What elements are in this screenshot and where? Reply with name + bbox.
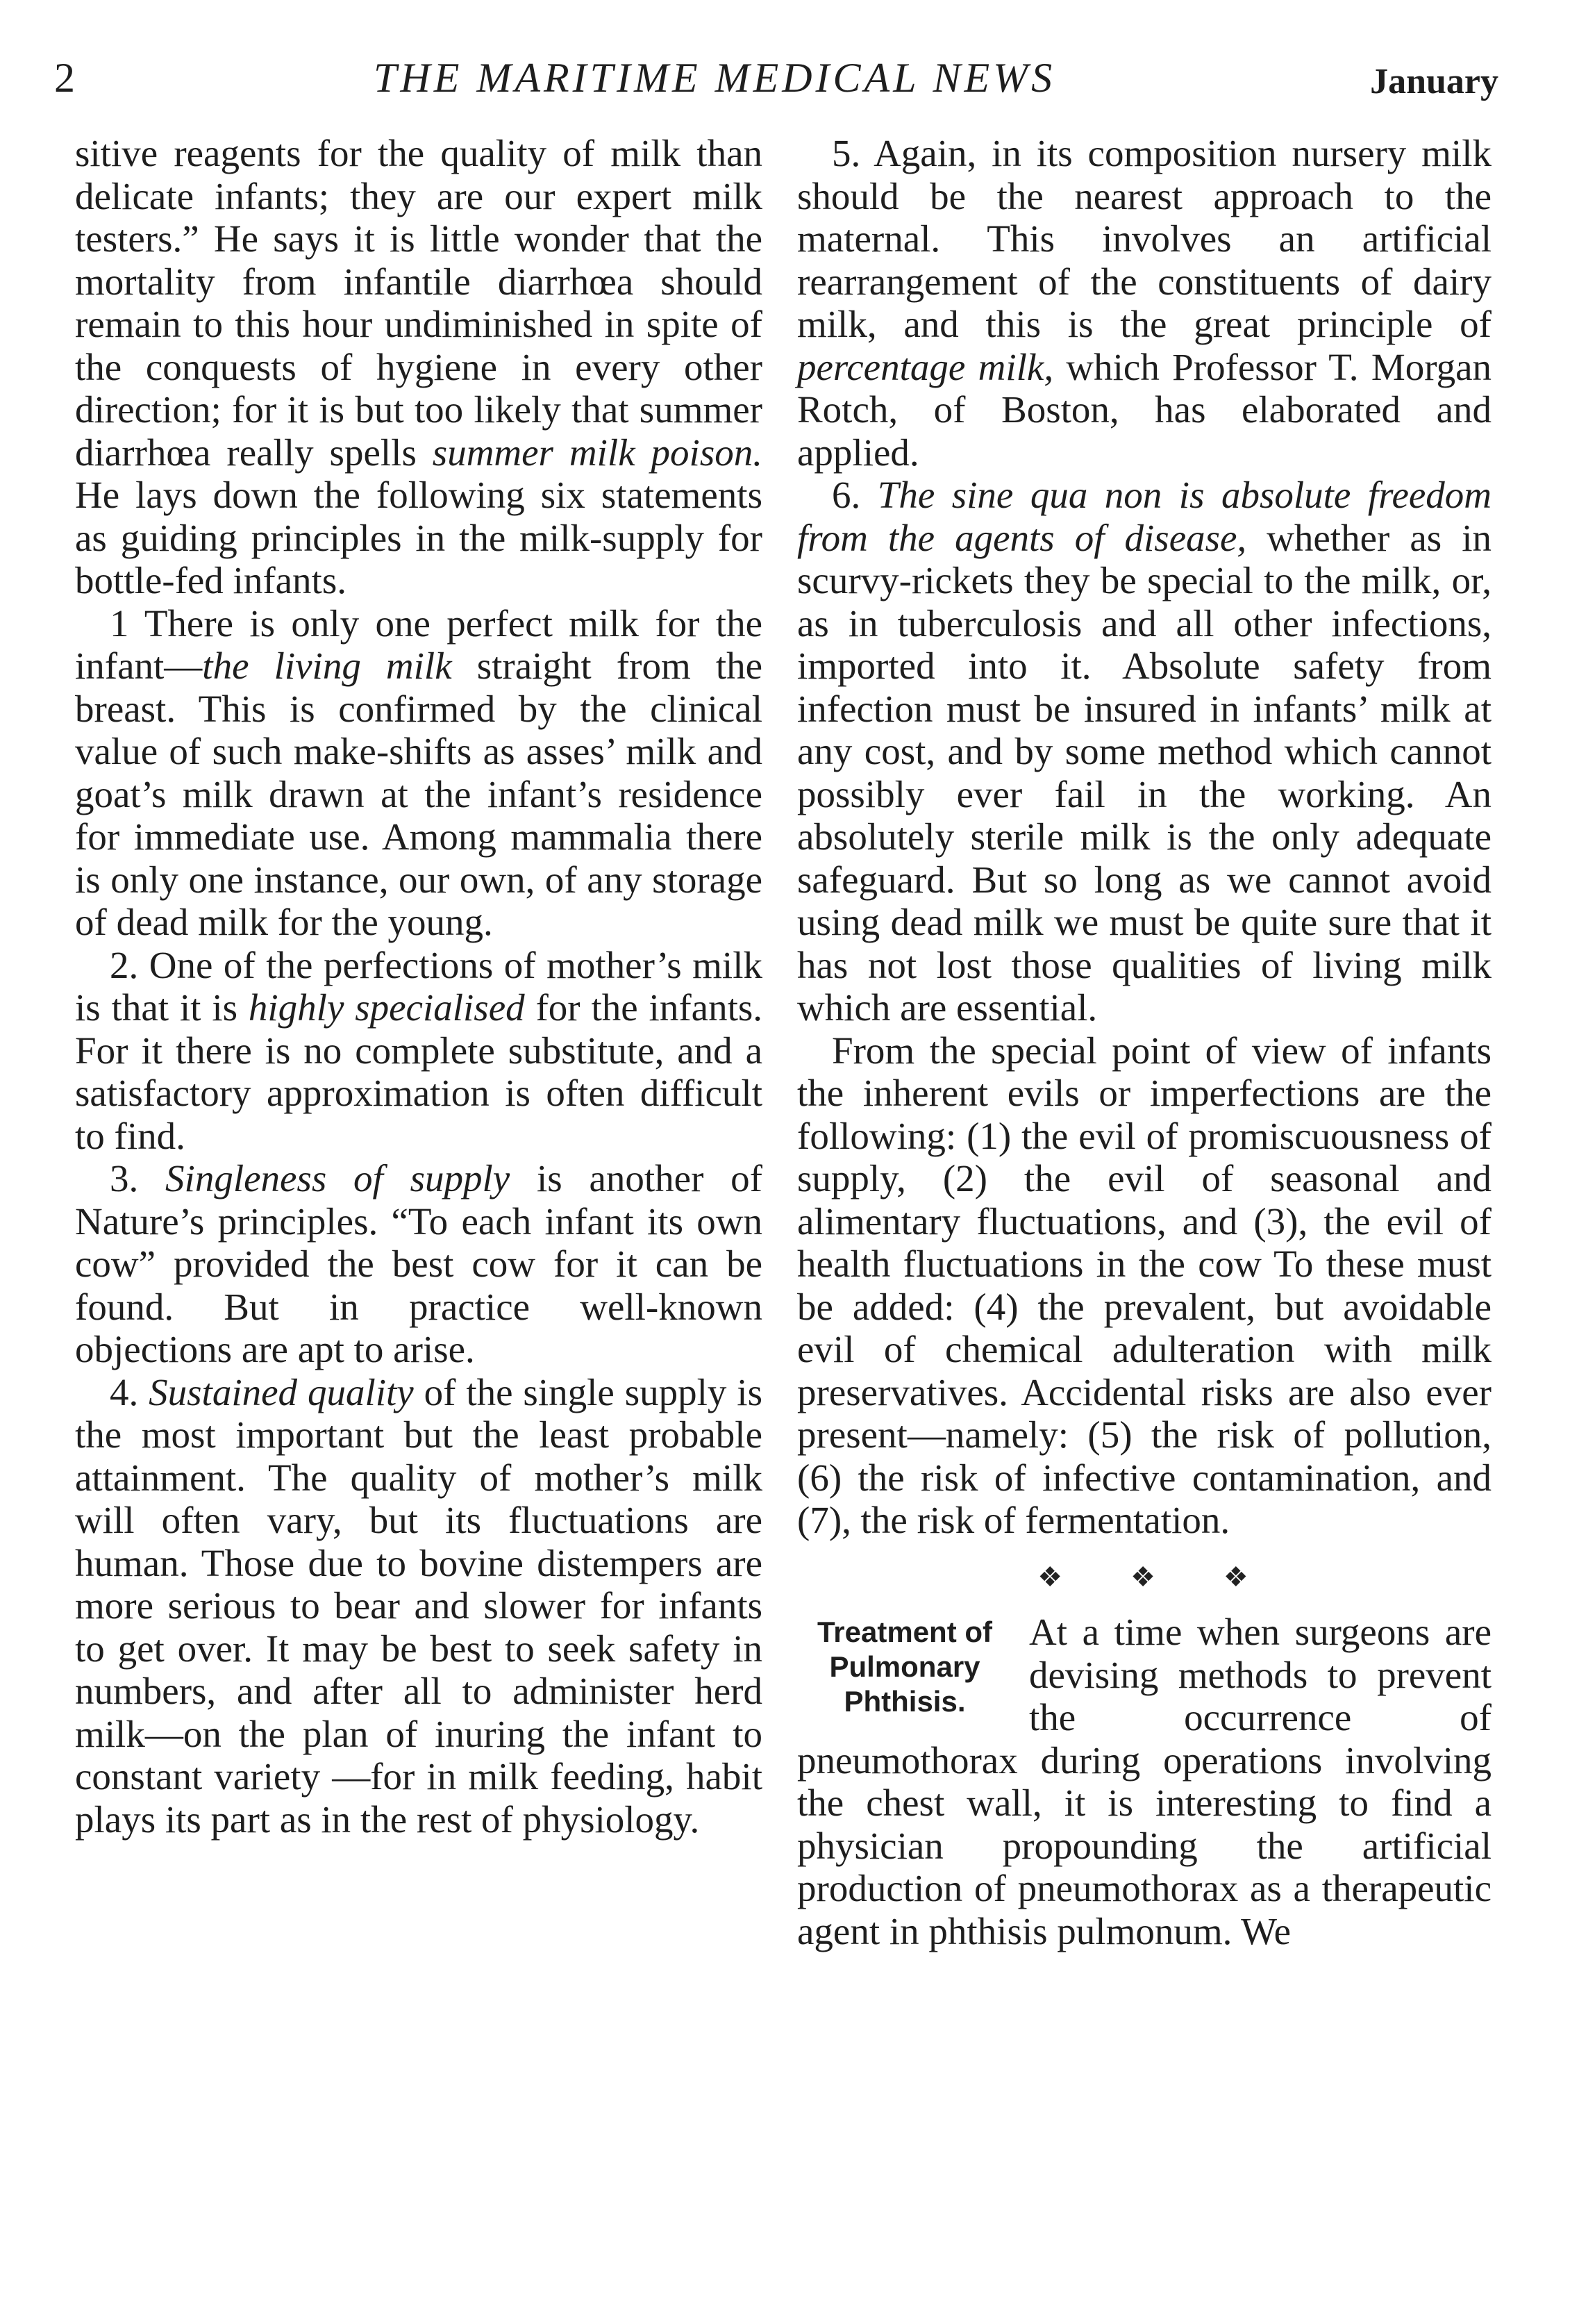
- journal-title: THE MARITIME MEDICAL NEWS: [374, 55, 1056, 101]
- paragraph-continued: sitive reagents for the quality of milk than delicate infants; they are our expert milk testers.” He says it is little wonder that the mortality from infantile diarrhœa should remain to this hour undiminished in spite of the conquests of hygiene in every other direction; for it is but too likely that summer diarrhœa really spells summer milk poison. He lays down the following six statements as guiding principles in the milk-supply for bottle-fed infants.: [75, 132, 762, 601]
- right-column: [797, 132, 1492, 1952]
- emphasis: Sustained quality: [149, 1370, 414, 1413]
- principle-5: 5. Again, in its composition nursery milk should be the nearest approach to the maternal. This involves an artificial rearrangement of the constituents of dairy milk, and this is the great principle of percentage milk, which Professor T. Morgan Rotch, of Boston, has elaborated and applied.: [797, 132, 1492, 474]
- side-heading: Treatment of Pulmonary Phthisis.: [817, 1616, 993, 1718]
- page-number: 2: [54, 55, 75, 101]
- left-column: [75, 132, 762, 1841]
- principle-1: 1 There is only one perfect milk for the infant—the living milk straight from the breast. This is confirmed by the clinical value of such make-shifts as asses’ milk and goat’s milk drawn at the infant’s residence for immediate use. Among mammalia there is only one instance, our own, of any storage of dead milk for the young.: [75, 601, 763, 943]
- emphasis: percentage milk,: [797, 345, 1054, 388]
- emphasis: the living milk: [202, 645, 452, 687]
- article-paragraph: At a time when surgeons are devising methods to prevent the occurrence of pneumothorax during operations involving the chest wall, it is interesting to find a physician propounding the artificial production of pneumothorax as a therapeutic agent in phthisis pulmonum. We: [797, 1611, 1492, 1952]
- evils-paragraph: From the special point of view of infants the inherent evils or imperfections are the following: (1) the evil of promiscuousness of supply, (2) the evil of seasonal and alimentary fluctuations, and (3), the evil of health fluctuations in the cow To these must be added: (4) the prevalent, but avoidable evil of chemical adulteration with milk preservatives. Accidental risks are also ever present—namely: (5) the risk of pollution, (6) the risk of infective contamination, and (7), the risk of fermentation.: [797, 1029, 1492, 1541]
- principle-3: 3. Singleness of supply is another of Nature’s principles. “To each infant its own cow” provided the best cow for it can be found. But in practice well-known objections are apt to arise.: [75, 1157, 762, 1370]
- emphasis: summer milk poison.: [432, 431, 762, 474]
- principle-4: 4. Sustained quality of the single supply is the most important but the least probable attainment. The quality of mother’s milk will often vary, but its fluctuations are human. Those due to bovine distempers are more serious to bear and slower for infants to get over. It may be best to seek safety in numbers, and after all to administer herd milk—on the plan of inuring the infant to constant variety —for in milk feeding, habit plays its part as in the rest of physiology.: [75, 1370, 762, 1841]
- emphasis: Singleness of supply: [165, 1157, 510, 1200]
- principle-6: 6. The sine qua non is absolute freedom from the agents of disease, whether as in scurvy-rickets they be special to the milk, or, as in tuberculosis and all other infections, imported into it. Absolute safety from infection must be insured in infants’ milk at any cost, and by some method which cannot possibly ever fail in the working. An absolutely sterile milk is the only adequate safeguard. But so long as we cannot avoid using dead milk we must be quite sure that it has not lost those qualities of living milk which are essential.: [797, 474, 1492, 1029]
- article-pulmonary-phthisis: [797, 1611, 1492, 1952]
- section-divider-ornament: ❖ ❖ ❖: [1037, 1561, 1279, 1593]
- running-header: [54, 54, 1498, 117]
- emphasis: The sine qua non is absolute freedom from the agents of disease,: [797, 474, 1492, 559]
- emphasis: highly specialised: [248, 986, 525, 1029]
- principle-2: 2. One of the perfections of mother’s milk is that it is highly specialised for the infants. For it there is no complete substitute, and a satisfactory approximation is often difficult to find.: [75, 943, 763, 1157]
- issue-month: January: [1370, 62, 1498, 101]
